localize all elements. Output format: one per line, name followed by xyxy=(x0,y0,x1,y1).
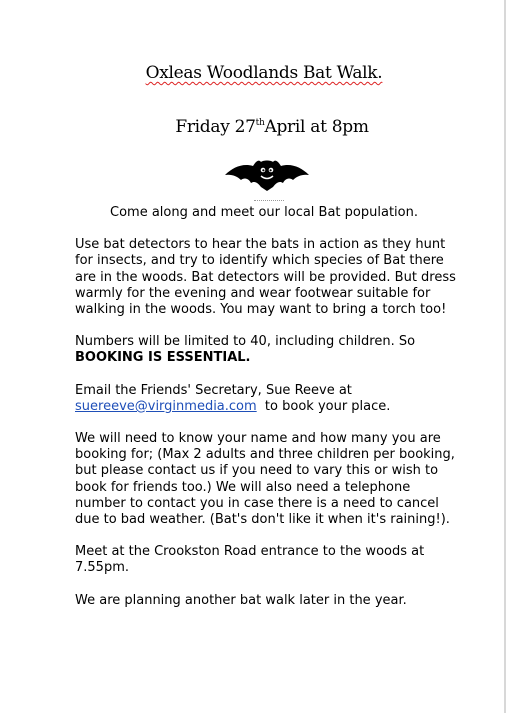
intro-text: Come along and meet our local Bat population. xyxy=(110,205,418,220)
paragraph-details: We will need to know your name and how many you are booking for; (Max 2 adults and three children per booking, but please contact us if you need to vary this or wish to book for friends too.) We will also need a telephone number to contact you in case there is a need to cancel due to bad weather. (Bat's don't like it when it's raining!). xyxy=(75,431,455,528)
numbers-text: Numbers will be limited to 40, including children. So xyxy=(75,334,416,350)
paragraph-email xyxy=(75,383,465,415)
paragraph-meet: Meet at the Crookston Road entrance to the woods at 7.55pm. xyxy=(75,544,425,576)
event-date xyxy=(20,117,506,137)
document-body xyxy=(75,205,465,625)
booking-essential: BOOKING IS ESSENTIAL. xyxy=(75,350,251,366)
email-text: Email the Friends' Secretary, Sue Reeve at xyxy=(75,382,352,398)
bat-icon xyxy=(223,153,311,197)
title-line-1: Oxleas Woodlands Bat Walk. xyxy=(145,63,383,83)
date-ordinal: th xyxy=(255,118,265,128)
event-title xyxy=(12,63,506,83)
email-suffix: to book your place. xyxy=(256,398,391,414)
paragraph-detectors: Use bat detectors to hear the bats in action as they hunt for insects, and try to identify which species of Bat there are in the woods. Bat detectors will be provided. But dress warmly for the evening and wear footwear suitable for walking in the woods. You may want to bring a torch too! xyxy=(75,237,456,318)
paragraph-later: We are planning another bat walk later in the year. xyxy=(75,592,407,608)
paragraph-numbers xyxy=(75,334,465,366)
email-link[interactable]: suereeve@virginmedia.com xyxy=(75,398,257,414)
date-suffix: April at 8pm xyxy=(264,117,369,137)
date-prefix: Friday 27 xyxy=(175,117,256,137)
